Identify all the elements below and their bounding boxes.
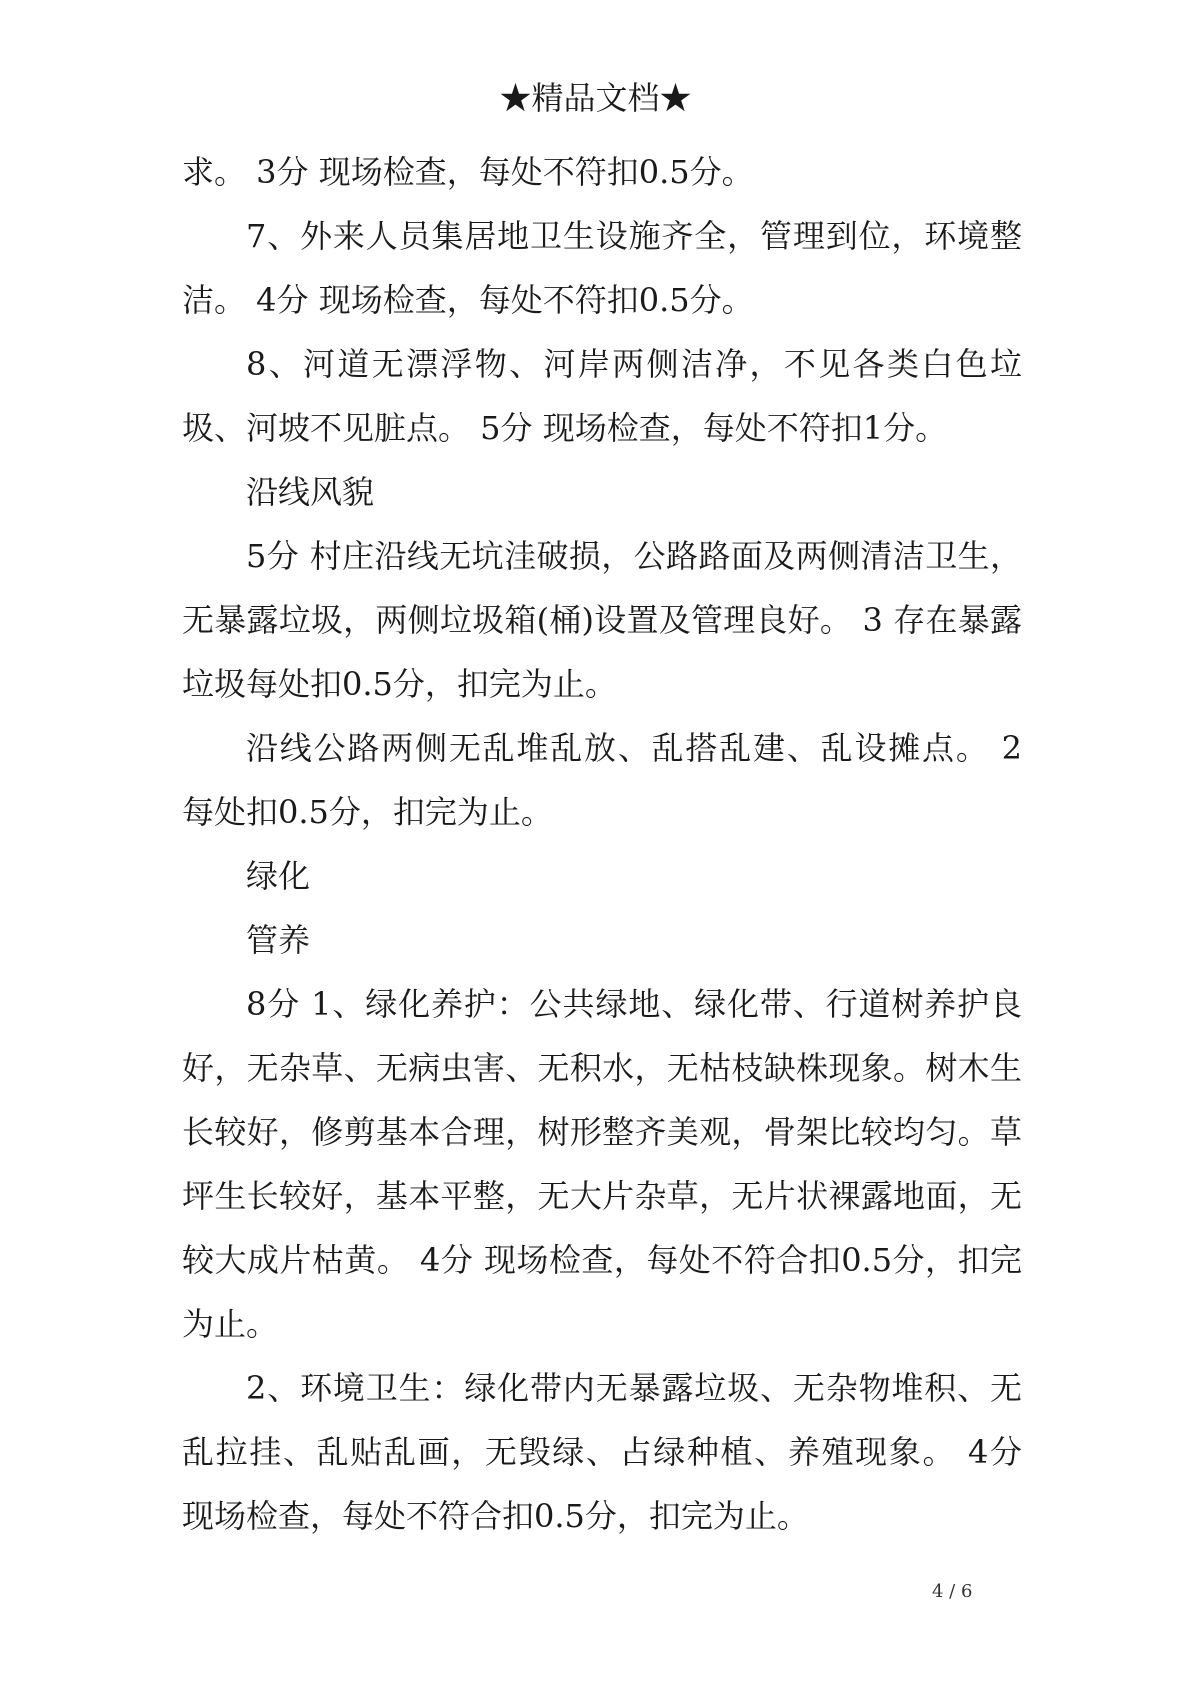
paragraph-environment-hygiene: 2、环境卫生：绿化带内无暴露垃圾、无杂物堆积、无乱拉挂、乱贴乱画，无毁绿、占绿种植、养殖现象。 4分 现场检查，每处不符合扣0.5分，扣完为止。 bbox=[182, 1369, 1022, 1535]
paragraph-roadside-stalls: 沿线公路两侧无乱堆乱放、乱搭乱建、乱设摊点。 2 每处扣0.5分，扣完为止。 bbox=[182, 729, 1022, 831]
section-heading-greening: 绿化 bbox=[246, 857, 311, 895]
paragraph-roadside-cleanliness: 5分 村庄沿线无坑洼破损，公路路面及两侧清洁卫生，无暴露垃圾，两侧垃圾箱(桶)设置及管理良好。 3 存在暴露垃圾每处扣0.5分，扣完为止。 bbox=[182, 537, 1022, 703]
paragraph-continuation: 求。 3分 现场检查，每处不符扣0.5分。 bbox=[182, 153, 754, 191]
page-number: 4 / 6 bbox=[932, 1581, 973, 1602]
section-heading-maintenance: 管养 bbox=[246, 921, 311, 959]
section-heading-roadside: 沿线风貌 bbox=[246, 473, 375, 511]
paragraph-item-7: 7、外来人员集居地卫生设施齐全，管理到位，环境整洁。 4分 现场检查，每处不符扣0.5分。 bbox=[182, 217, 1022, 319]
paragraph-item-8: 8、河道无漂浮物、河岸两侧洁净，不见各类白色垃圾、河坡不见脏点。 5分 现场检查，每处不符扣1分。 bbox=[182, 345, 1022, 447]
page-header-title: ★精品文档★ bbox=[499, 79, 692, 117]
document-body bbox=[182, 140, 1022, 1548]
paragraph-greening-maintenance: 8分 1、绿化养护：公共绿地、绿化带、行道树养护良好，无杂草、无病虫害、无积水，无枯枝缺株现象。树木生长较好，修剪基本合理，树形整齐美观，骨架比较均匀。草坪生长较好，基本平整，无大片杂草，无片状裸露地面，无较大成片枯黄。 4分 现场检查，每处不符合扣0.5分，扣完为止。 bbox=[182, 985, 1022, 1343]
